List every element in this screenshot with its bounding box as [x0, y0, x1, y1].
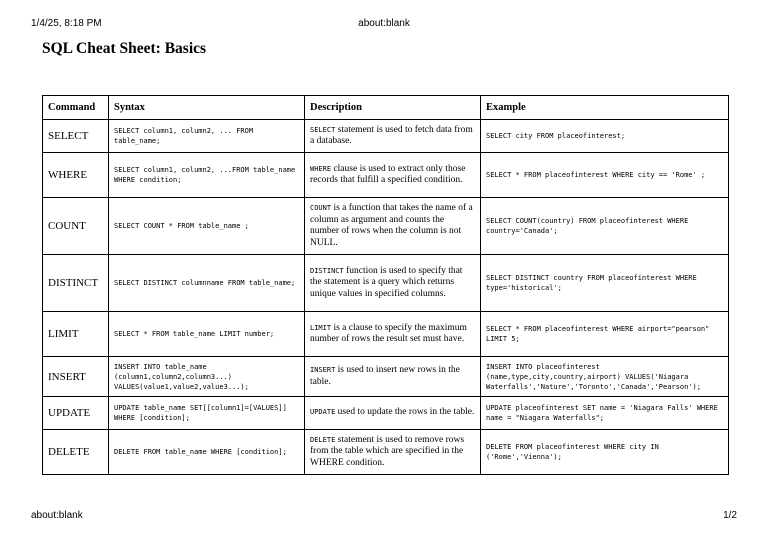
description-cell [305, 120, 481, 153]
syntax-cell: SELECT column1, column2, ... FROM table_name; [109, 120, 305, 153]
description-cell [305, 357, 481, 397]
example-cell: SELECT * FROM placeofinterest WHERE airport="pearson" LIMIT 5; [481, 312, 729, 357]
table-row [43, 312, 729, 357]
command-cell: DELETE [43, 430, 109, 475]
description-keyword: INSERT [310, 366, 336, 374]
description-cell [305, 430, 481, 475]
description-keyword: UPDATE [310, 408, 336, 417]
table-row [43, 397, 729, 430]
example-cell: SELECT city FROM placeofinterest; [481, 120, 729, 153]
syntax-cell: INSERT INTO table_name (column1,column2,column3...) VALUES(value1,value2,value3...); [109, 357, 305, 397]
description-text: is a function that takes the name of a column as argument and counts the number of rows when the column is not NULL. [310, 203, 473, 248]
syntax-cell: SELECT * FROM table_name LIMIT number; [109, 312, 305, 357]
print-footer [31, 510, 737, 524]
description-text: function is used to specify that the statement is a query which returns unique values in specified columns. [310, 265, 463, 299]
command-cell: INSERT [43, 357, 109, 397]
syntax-cell: DELETE FROM table_name WHERE [condition]; [109, 430, 305, 475]
page-number: 1/2 [723, 510, 737, 521]
table-row [43, 120, 729, 153]
command-cell: WHERE [43, 153, 109, 198]
print-url: about:blank [358, 18, 410, 29]
syntax-cell: SELECT COUNT * FROM table_name ; [109, 198, 305, 255]
description-keyword: DISTINCT [310, 266, 344, 275]
description-keyword: DELETE [310, 435, 336, 444]
description-cell [305, 397, 481, 430]
table-header-row [43, 96, 729, 120]
description-cell [305, 255, 481, 312]
description-text: is used to insert new rows in the table. [310, 365, 460, 387]
table-row [43, 153, 729, 198]
description-keyword: LIMIT [310, 323, 332, 332]
footer-url: about:blank [31, 510, 83, 521]
description-keyword: COUNT [310, 204, 332, 212]
header-command: Command [43, 96, 109, 120]
syntax-cell: SELECT DISTINCT columnname FROM table_name; [109, 255, 305, 312]
description-keyword: WHERE [310, 164, 332, 173]
print-datetime: 1/4/25, 8:18 PM [31, 18, 102, 29]
table-row [43, 430, 729, 475]
table-row [43, 357, 729, 397]
print-header [31, 18, 737, 32]
command-cell: UPDATE [43, 397, 109, 430]
table-row [43, 255, 729, 312]
example-cell: DELETE FROM placeofinterest WHERE city IN ('Rome','Vienna'); [481, 430, 729, 475]
example-cell: SELECT COUNT(country) FROM placeofinterest WHERE country='Canada'; [481, 198, 729, 255]
example-cell: SELECT * FROM placeofinterest WHERE city == 'Rome' ; [481, 153, 729, 198]
syntax-cell: SELECT column1, column2, ...FROM table_name WHERE condition; [109, 153, 305, 198]
syntax-cell: UPDATE table_name SET[[column1]=[VALUES]] WHERE [condition]; [109, 397, 305, 430]
description-cell [305, 153, 481, 198]
description-text: clause is used to extract only those records that fulfill a specified condition. [310, 163, 466, 185]
command-cell: LIMIT [43, 312, 109, 357]
sql-cheat-sheet-table [42, 95, 729, 475]
description-cell [305, 312, 481, 357]
description-keyword: SELECT [310, 125, 336, 134]
table-row [43, 198, 729, 255]
description-text: is a clause to specify the maximum number of rows the result set must have. [310, 322, 467, 344]
description-text: used to update the rows in the table. [335, 407, 475, 418]
header-description: Description [305, 96, 481, 120]
page-title: SQL Cheat Sheet: Basics [42, 40, 207, 57]
header-example: Example [481, 96, 729, 120]
command-cell: DISTINCT [43, 255, 109, 312]
example-cell: INSERT INTO placeofinterest (name,type,city,country,airport) VALUES('Niagara Waterfalls','Nature','Toronto','Canada','Pearson'); [481, 357, 729, 397]
example-cell: UPDATE placeofinterest SET name = 'Niagara Falls' WHERE name = "Niagara Waterfalls"; [481, 397, 729, 430]
header-syntax: Syntax [109, 96, 305, 120]
command-cell: COUNT [43, 198, 109, 255]
example-cell: SELECT DISTINCT country FROM placeofinterest WHERE type='historical'; [481, 255, 729, 312]
description-cell [305, 198, 481, 255]
command-cell: SELECT [43, 120, 109, 153]
description-text: statement is used to fetch data from a database. [310, 124, 473, 146]
description-text: statement is used to remove rows from the table which are specified in the WHERE condition. [310, 434, 465, 468]
